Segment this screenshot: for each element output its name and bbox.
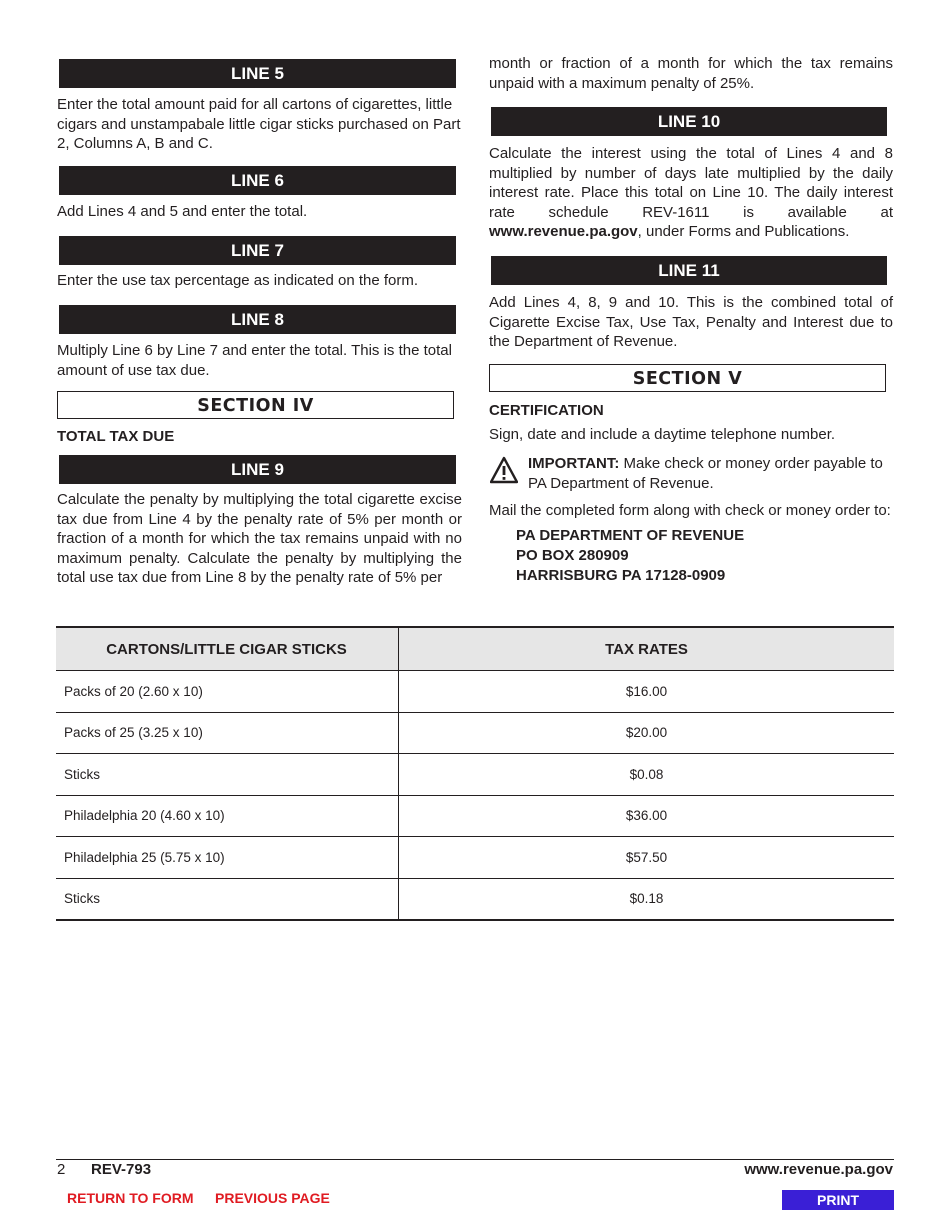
table-row — [56, 795, 894, 837]
important-text: Make check or money order payable to PA Department of Revenue. — [528, 455, 883, 492]
table-row — [56, 712, 894, 754]
column-header-cartons: CARTONS/LITTLE CIGAR STICKS — [56, 627, 399, 671]
line10-text — [489, 144, 893, 242]
line9-continued-text: month or fraction of a month for which the tax remains unpaid with a maximum penalty of 25%. — [489, 55, 893, 92]
line5-heading: LINE 5 — [59, 59, 456, 88]
certification-text: Sign, date and include a daytime telephone number. — [489, 426, 836, 443]
table-cell-rate: $36.00 — [399, 795, 895, 837]
table-header-row — [56, 627, 894, 671]
section-v-heading: SECTION V — [489, 364, 886, 392]
footer-divider — [56, 1159, 894, 1160]
previous-page-link[interactable]: PREVIOUS PAGE — [215, 1190, 330, 1206]
table-cell-product: Packs of 20 (2.60 x 10) — [56, 671, 399, 713]
revenue-website-link[interactable]: www.revenue.pa.gov — [489, 223, 638, 240]
line9-heading: LINE 9 — [59, 455, 456, 484]
line10-text-body: Calculate the interest using the total of Lines 4 and 8 multiplied by number of days late multiplied by the daily interest rate. Place this total on Line 10. The daily interest rate schedule REV-1611 is available at — [489, 145, 893, 221]
line11-heading: LINE 11 — [491, 256, 887, 285]
line11-text: Add Lines 4, 8, 9 and 10. This is the combined total of Cigarette Excise Tax, Use Tax, Penalty and Interest due to the Department of Revenue. — [489, 294, 893, 350]
line10-heading: LINE 10 — [491, 107, 887, 136]
table-cell-product: Sticks — [56, 878, 399, 920]
page-number: 2 — [57, 1161, 66, 1178]
footer-website: www.revenue.pa.gov — [744, 1161, 893, 1178]
table-cell-rate: $20.00 — [399, 712, 895, 754]
line5-text: Enter the total amount paid for all cartons of cigarettes, little cigars and unstampabale little cigar sticks purchased on Part 2, Columns A, B and C. — [57, 96, 461, 152]
line6-heading: LINE 6 — [59, 166, 456, 195]
table-row — [56, 837, 894, 879]
address-line-3: HARRISBURG PA 17128-0909 — [516, 567, 726, 584]
address-line-1: PA DEPARTMENT OF REVENUE — [516, 527, 745, 544]
table-cell-product: Packs of 25 (3.25 x 10) — [56, 712, 399, 754]
table-row — [56, 754, 894, 796]
important-label: IMPORTANT: — [528, 455, 620, 472]
line7-heading: LINE 7 — [59, 236, 456, 265]
line10-text-tail: , under Forms and Publications. — [637, 223, 850, 240]
address-line-2: PO BOX 280909 — [516, 547, 629, 564]
table-row — [56, 671, 894, 713]
line9-text: Calculate the penalty by multiplying the total cigarette excise tax due from Line 4 by the penalty rate of 5% per month or fraction of a month for which the tax remains unpaid with no maximum penalty. Calculate the penalty by multiplying the total use tax due from Line 8 by the penalty rate of 5% per — [57, 491, 462, 586]
form-id: REV-793 — [91, 1161, 152, 1178]
return-to-form-link[interactable]: RETURN TO FORM — [67, 1190, 194, 1206]
line8-heading: LINE 8 — [59, 305, 456, 334]
section-iv-heading: SECTION IV — [57, 391, 454, 419]
table-cell-rate: $0.18 — [399, 878, 895, 920]
mailing-address — [516, 526, 744, 586]
tax-rates-table — [56, 626, 894, 921]
important-note — [528, 454, 893, 493]
table-cell-product: Philadelphia 25 (5.75 x 10) — [56, 837, 399, 879]
table-cell-rate: $57.50 — [399, 837, 895, 879]
print-button[interactable]: PRINT — [782, 1190, 894, 1210]
table-cell-rate: $16.00 — [399, 671, 895, 713]
line7-text: Enter the use tax percentage as indicated on the form. — [57, 272, 419, 289]
mail-instructions: Mail the completed form along with check or money order to: — [489, 502, 891, 519]
certification-label: CERTIFICATION — [489, 402, 604, 419]
warning-icon — [490, 456, 518, 484]
table-cell-product: Philadelphia 20 (4.60 x 10) — [56, 795, 399, 837]
table-cell-rate: $0.08 — [399, 754, 895, 796]
table-row — [56, 878, 894, 920]
line8-text: Multiply Line 6 by Line 7 and enter the total. This is the total amount of use tax due. — [57, 342, 452, 379]
table-cell-product: Sticks — [56, 754, 399, 796]
line6-text: Add Lines 4 and 5 and enter the total. — [57, 203, 308, 220]
column-header-tax-rates: TAX RATES — [399, 627, 895, 671]
total-tax-due-label: TOTAL TAX DUE — [57, 428, 175, 445]
